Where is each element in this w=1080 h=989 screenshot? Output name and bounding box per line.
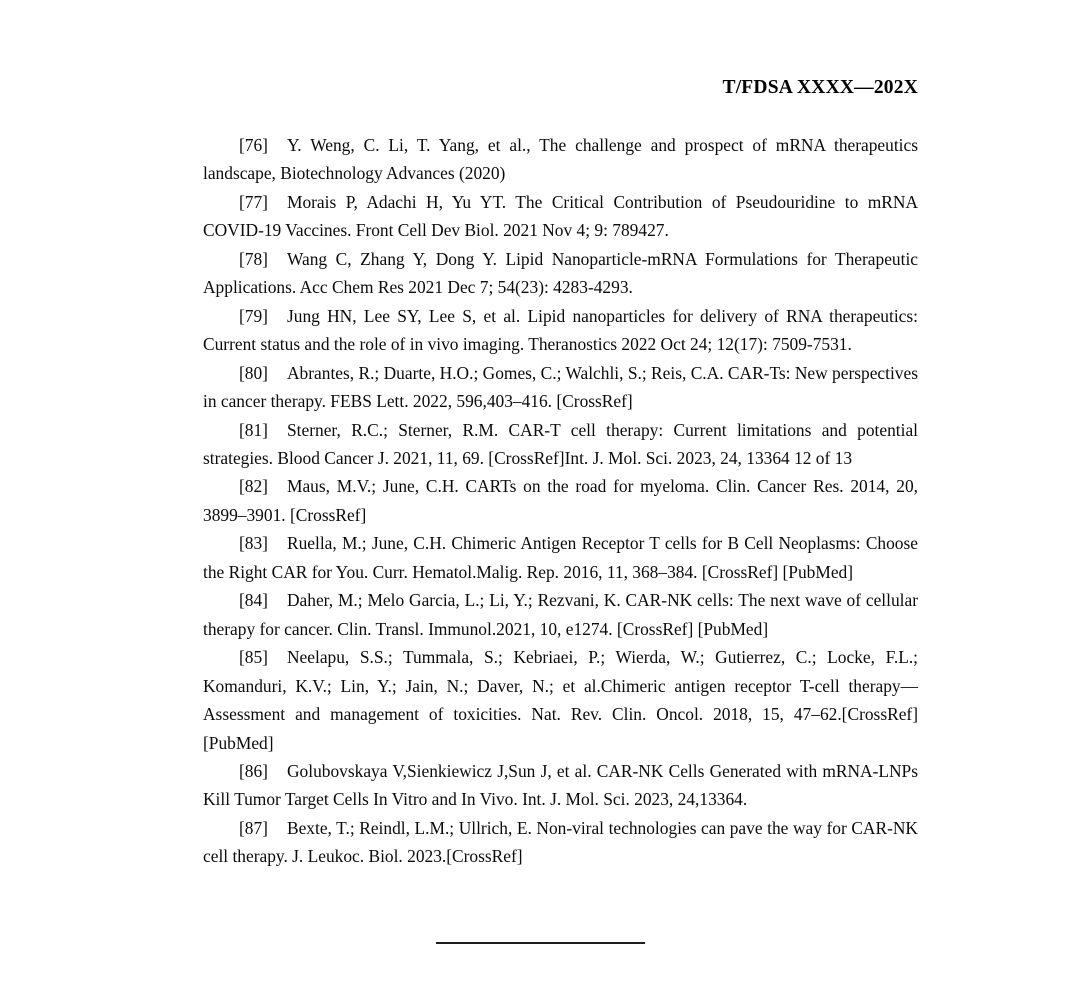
reference-item — [203, 245, 918, 302]
reference-text: Daher, M.; Melo Garcia, L.; Li, Y.; Rezvani, K. CAR-NK cells: The next wave of cellular therapy for cancer. Clin. Transl. Immunol.2021, 10, e1274. [CrossRef] [PubMed] — [203, 590, 918, 639]
reference-number: [76] — [239, 135, 268, 155]
reference-text: Jung HN, Lee SY, Lee S, et al. Lipid nanoparticles for delivery of RNA therapeutics: Current status and the role of in vivo imaging. Theranostics 2022 Oct 24; 12(17): 7509-7531. — [203, 305, 918, 355]
reference-item — [203, 131, 918, 188]
reference-number: [81] — [239, 419, 268, 440]
reference-number: [78] — [239, 248, 268, 269]
reference-text: Y. Weng, C. Li, T. Yang, et al., The challenge and prospect of mRNA therapeutics landscape, Biotechnology Advances (2020) — [203, 135, 918, 184]
reference-number: [77] — [239, 191, 268, 212]
reference-number: [84] — [239, 590, 268, 611]
reference-text: Abrantes, R.; Duarte, H.O.; Gomes, C.; Walchli, S.; Reis, C.A. CAR-Ts: New perspectives in cancer therapy. FEBS Lett. 2022, 596,403–416. [CrossRef] — [203, 362, 918, 412]
reference-text: Bexte, T.; Reindl, L.M.; Ullrich, E. Non-viral technologies can pave the way for CAR-NK cell therapy. J. Leukoc. Biol. 2023.[CrossRef] — [203, 817, 918, 867]
reference-item — [203, 472, 918, 529]
reference-number: [85] — [239, 647, 268, 668]
reference-item — [203, 586, 918, 643]
reference-list — [203, 131, 918, 871]
reference-item — [203, 529, 918, 586]
footer-divider-line — [436, 942, 645, 944]
reference-text: Ruella, M.; June, C.H. Chimeric Antigen Receptor T cells for B Cell Neoplasms: Choose the Right CAR for You. Curr. Hematol.Malig. Rep. 2016, 11, 368–384. [CrossRef] [PubMed] — [203, 533, 918, 582]
reference-number: [83] — [239, 533, 268, 554]
reference-item — [203, 188, 918, 245]
reference-number: [80] — [239, 362, 268, 383]
reference-number: [82] — [239, 476, 268, 497]
reference-item — [203, 643, 918, 757]
reference-item — [203, 359, 918, 416]
reference-text: Maus, M.V.; June, C.H. CARTs on the road for myeloma. Clin. Cancer Res. 2014, 20, 3899–3901. [CrossRef] — [203, 476, 918, 525]
reference-item — [203, 757, 918, 814]
reference-number: [79] — [239, 305, 268, 326]
reference-item — [203, 302, 918, 359]
reference-text: Golubovskaya V,Sienkiewicz J,Sun J, et al. CAR-NK Cells Generated with mRNA-LNPs Kill Tumor Target Cells In Vitro and In Vivo. Int. J. Mol. Sci. 2023, 24,13364. — [203, 760, 918, 810]
reference-text: Sterner, R.C.; Sterner, R.M. CAR-T cell therapy: Current limitations and potential strategies. Blood Cancer J. 2021, 11, 69. [CrossRef]Int. J. Mol. Sci. 2023, 24, 13364 12 of 13 — [203, 419, 918, 468]
reference-number: [86] — [239, 760, 268, 781]
reference-text: Morais P, Adachi H, Yu YT. The Critical Contribution of Pseudouridine to mRNA COVID-19 Vaccines. Front Cell Dev Biol. 2021 Nov 4; 9: 789427. — [203, 191, 918, 241]
document-code-header: T/FDSA XXXX—202X — [722, 77, 918, 98]
reference-item — [203, 416, 918, 473]
reference-text: Neelapu, S.S.; Tummala, S.; Kebriaei, P.; Wierda, W.; Gutierrez, C.; Locke, F.L.; Komanduri, K.V.; Lin, Y.; Jain, N.; Daver, N.; et al.Chimeric antigen receptor T-cell therapy—Assessment and management of toxicities. Nat. Rev. Clin. Oncol. 2018, 15, 47–62.[CrossRef] [PubMed] — [203, 647, 918, 753]
reference-text: Wang C, Zhang Y, Dong Y. Lipid Nanoparticle-mRNA Formulations for Therapeutic Applications. Acc Chem Res 2021 Dec 7; 54(23): 4283-4293. — [203, 248, 918, 298]
reference-item — [203, 814, 918, 871]
reference-number: [87] — [239, 817, 268, 838]
